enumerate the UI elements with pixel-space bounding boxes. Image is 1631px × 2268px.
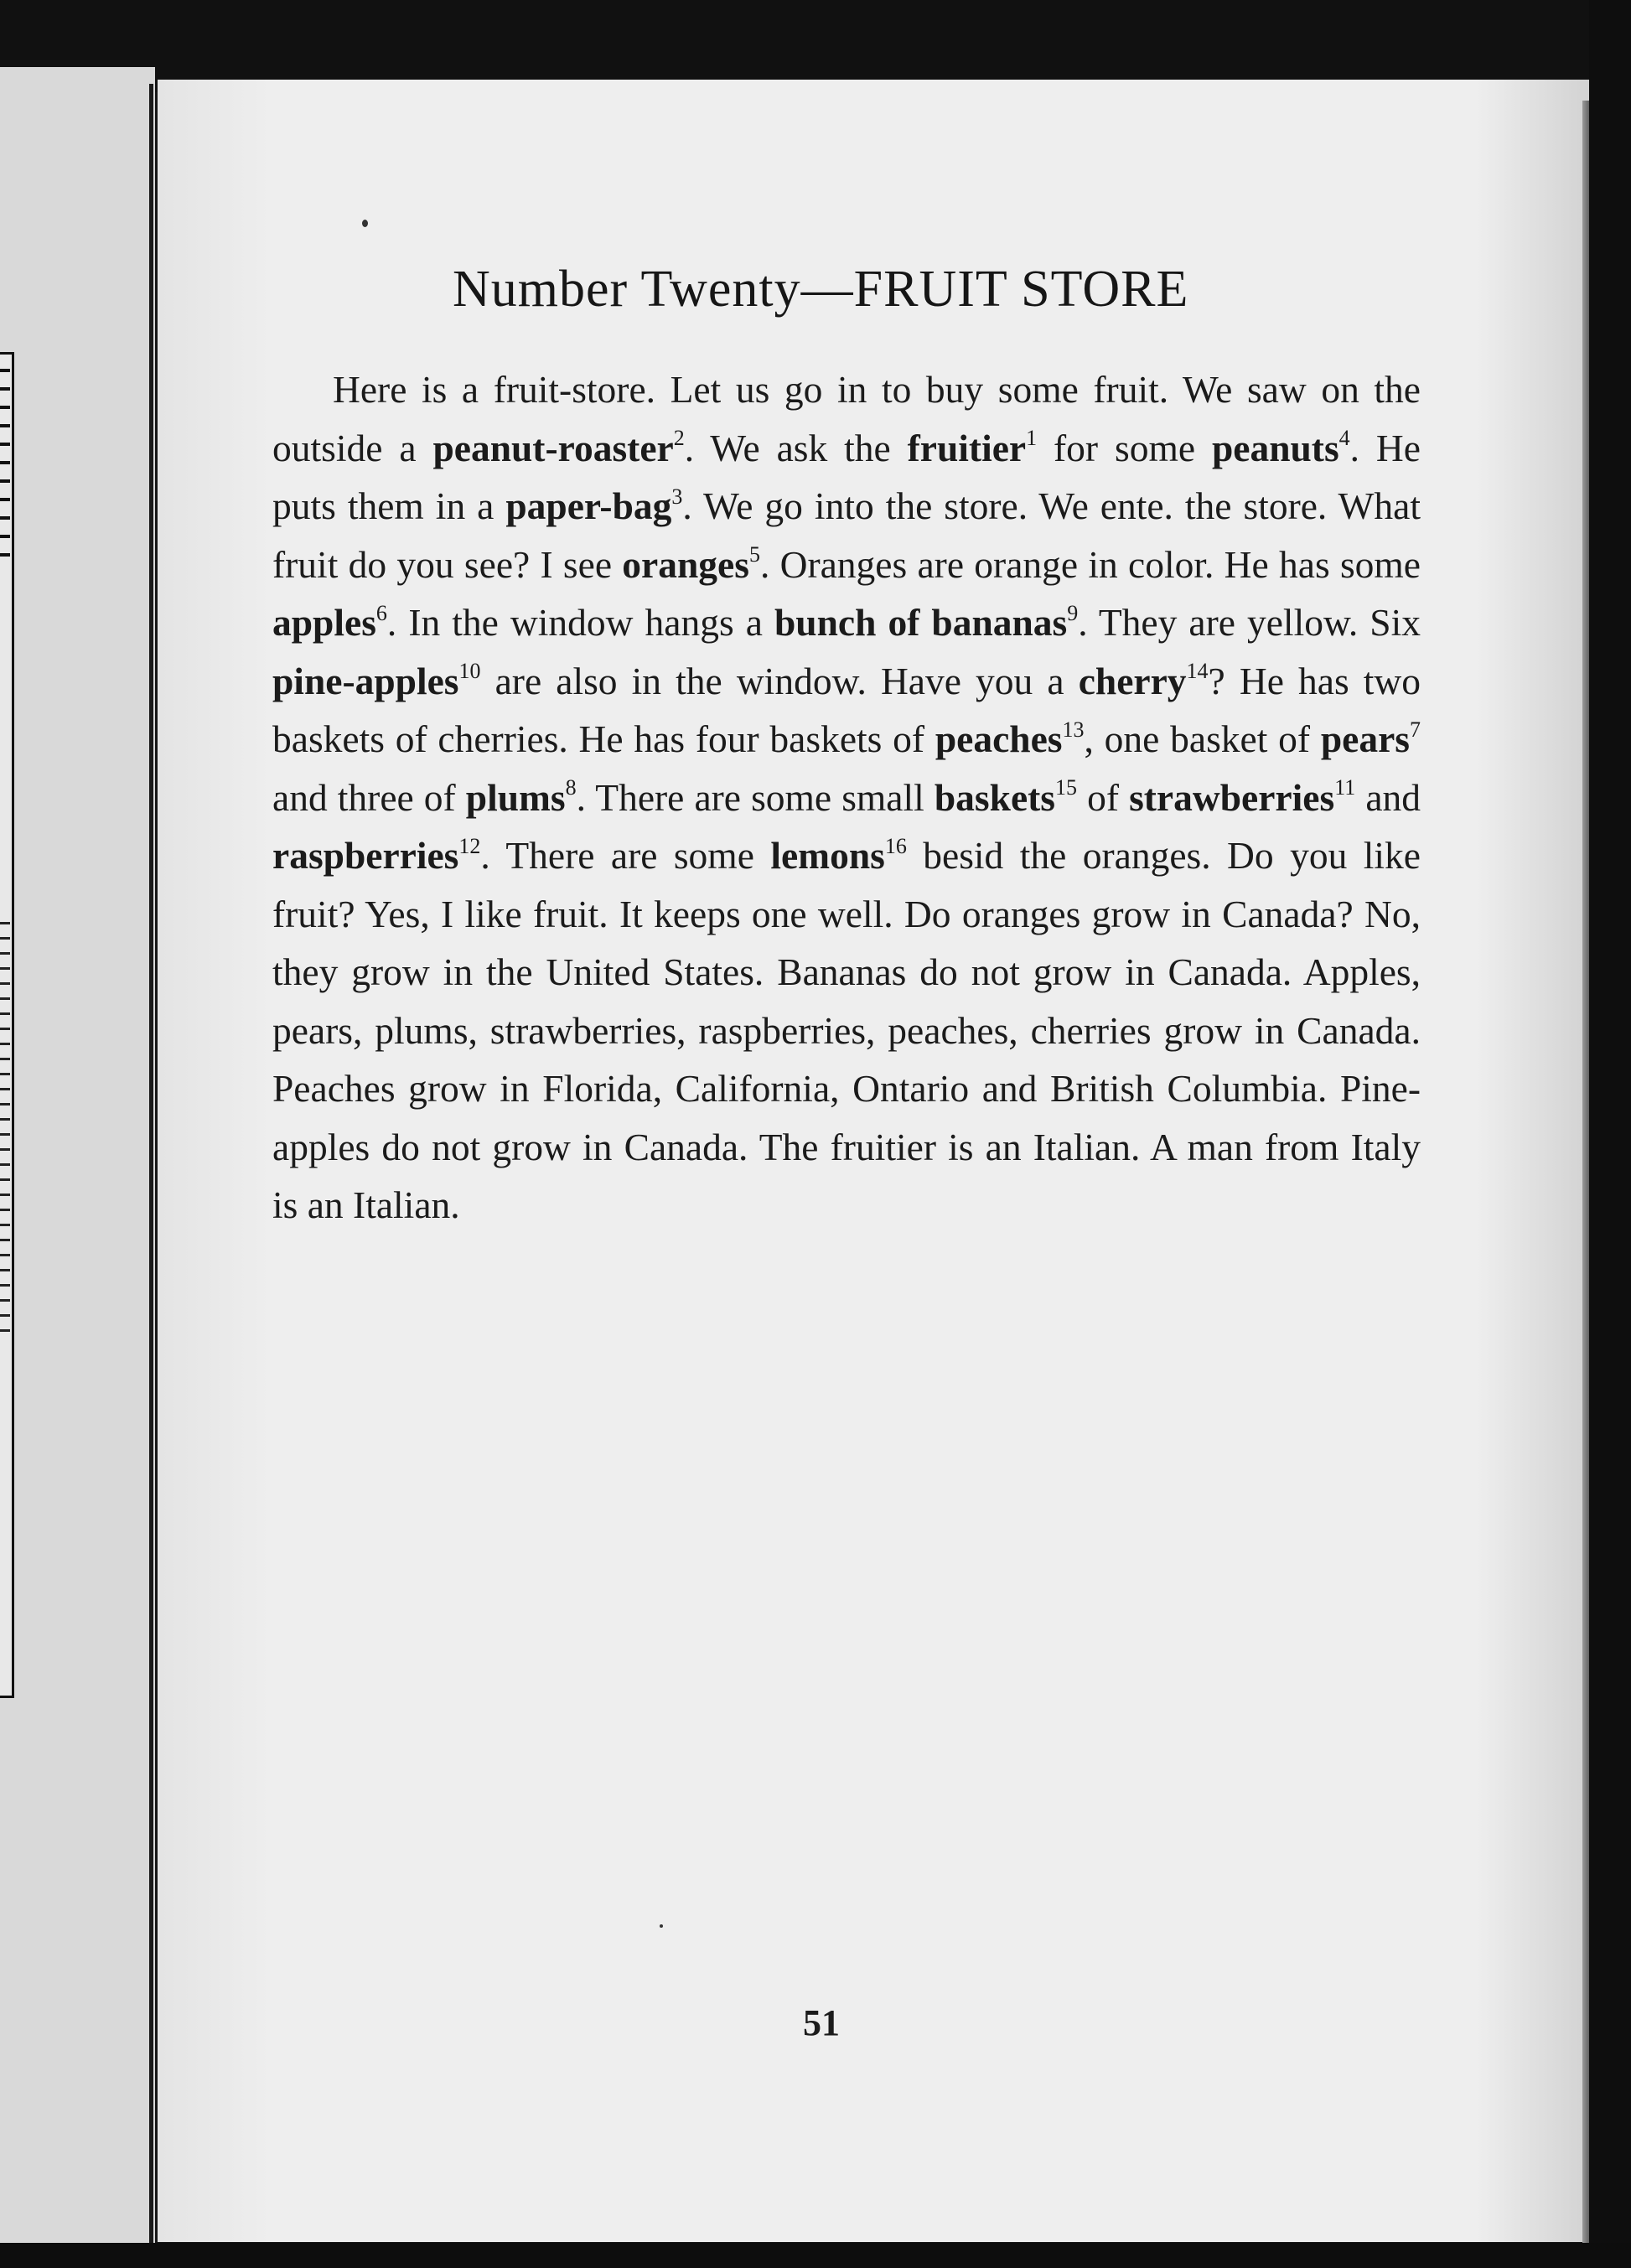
footnote-number: 9 (1067, 600, 1079, 625)
footnote-number: 13 (1062, 717, 1085, 742)
vocab-word: apples (272, 601, 376, 644)
vocab-word: raspberries (272, 834, 459, 877)
vocab-word: bunch of bananas (774, 601, 1068, 644)
footnote-number: 10 (458, 659, 481, 684)
footnote-number: 7 (1409, 717, 1421, 742)
vocab-word: baskets (934, 775, 1055, 819)
footnote-number: 5 (748, 542, 760, 567)
ink-speck (660, 1924, 663, 1928)
book-gutter (149, 84, 153, 2263)
chapter-title: Number Twenty—FRUIT STORE (453, 261, 1189, 318)
scan-border-top (0, 0, 1631, 92)
footnote-number: 1 (1026, 426, 1038, 451)
vocab-word: cherry (1078, 659, 1187, 702)
footnote-number: 12 (458, 833, 481, 858)
scan-border-right (1589, 0, 1631, 2268)
footnote-number: 15 (1055, 775, 1077, 800)
illustration-hatching (0, 922, 10, 1341)
page-number: 51 (803, 2002, 840, 2043)
vocab-word: oranges (622, 542, 749, 586)
footnote-number: 8 (565, 775, 577, 800)
previous-page-edge (0, 67, 155, 2263)
footnote-number: 2 (673, 426, 685, 451)
body-paragraph: Here is a fruit-store. Let us go in to buy some fruit. We saw on the outside a peanut-roaster$^2$. We ask the fruitier$^1$ for some peanuts$^4$. He puts them in a paper-bag$^3$. We go into the store. We ente. the store. What fruit do you see? I see oranges$^5$. Oranges are orange in color. He has some apples$^6$. In the window hangs a bunch of bananas$^9$. They are yellow. Six pine-apples$^{10}$ are also in the window. Have you a cherry$^{14}$? He has two baskets of cherries. He has four baskets of peaches$^{13}$, one basket of pears$^7$ and three of plums$^8$. There are some small baskets$^{15}$ of strawberries$^{11}$ and raspberries$^{12}$. There are some lemons$^{16}$ besid the oranges. Do you like fruit? Yes, I like fruit. It keeps one well. Do oranges grow in Canada? No, they grow in the United States. Bananas do not grow in Canada. Apples, pears, plums, strawberries, raspberries, peaches, cherries grow in Canada. Peaches grow in Florida, California, Ontario and British Columbia. Pine-apples do not grow in Canada. The fruitier is an Italian. A man from Italy is an Italian. (272, 368, 1421, 1226)
illustration-hatching (0, 369, 10, 570)
vocab-word: fruitier (907, 426, 1027, 469)
scan-border-bottom (0, 2243, 1631, 2268)
vocab-word: pine-apples (272, 659, 459, 702)
vocab-word: pears (1320, 717, 1410, 760)
vocab-word: paper-bag (505, 484, 672, 527)
ink-speck (362, 220, 368, 227)
vocab-word: peaches (935, 717, 1063, 760)
vocab-word: strawberries (1129, 775, 1335, 819)
vocab-word: peanut-roaster (432, 426, 674, 469)
footnote-number: 3 (671, 484, 683, 509)
footnote-number: 11 (1334, 775, 1356, 800)
footnote-number: 14 (1186, 659, 1209, 684)
vocab-word: lemons (770, 834, 885, 877)
footnote-number: 6 (375, 600, 387, 625)
vocab-word: plums (465, 775, 566, 819)
footnote-number: 4 (1338, 426, 1350, 451)
footnote-number: 16 (884, 833, 907, 858)
vocab-word: peanuts (1211, 426, 1339, 469)
